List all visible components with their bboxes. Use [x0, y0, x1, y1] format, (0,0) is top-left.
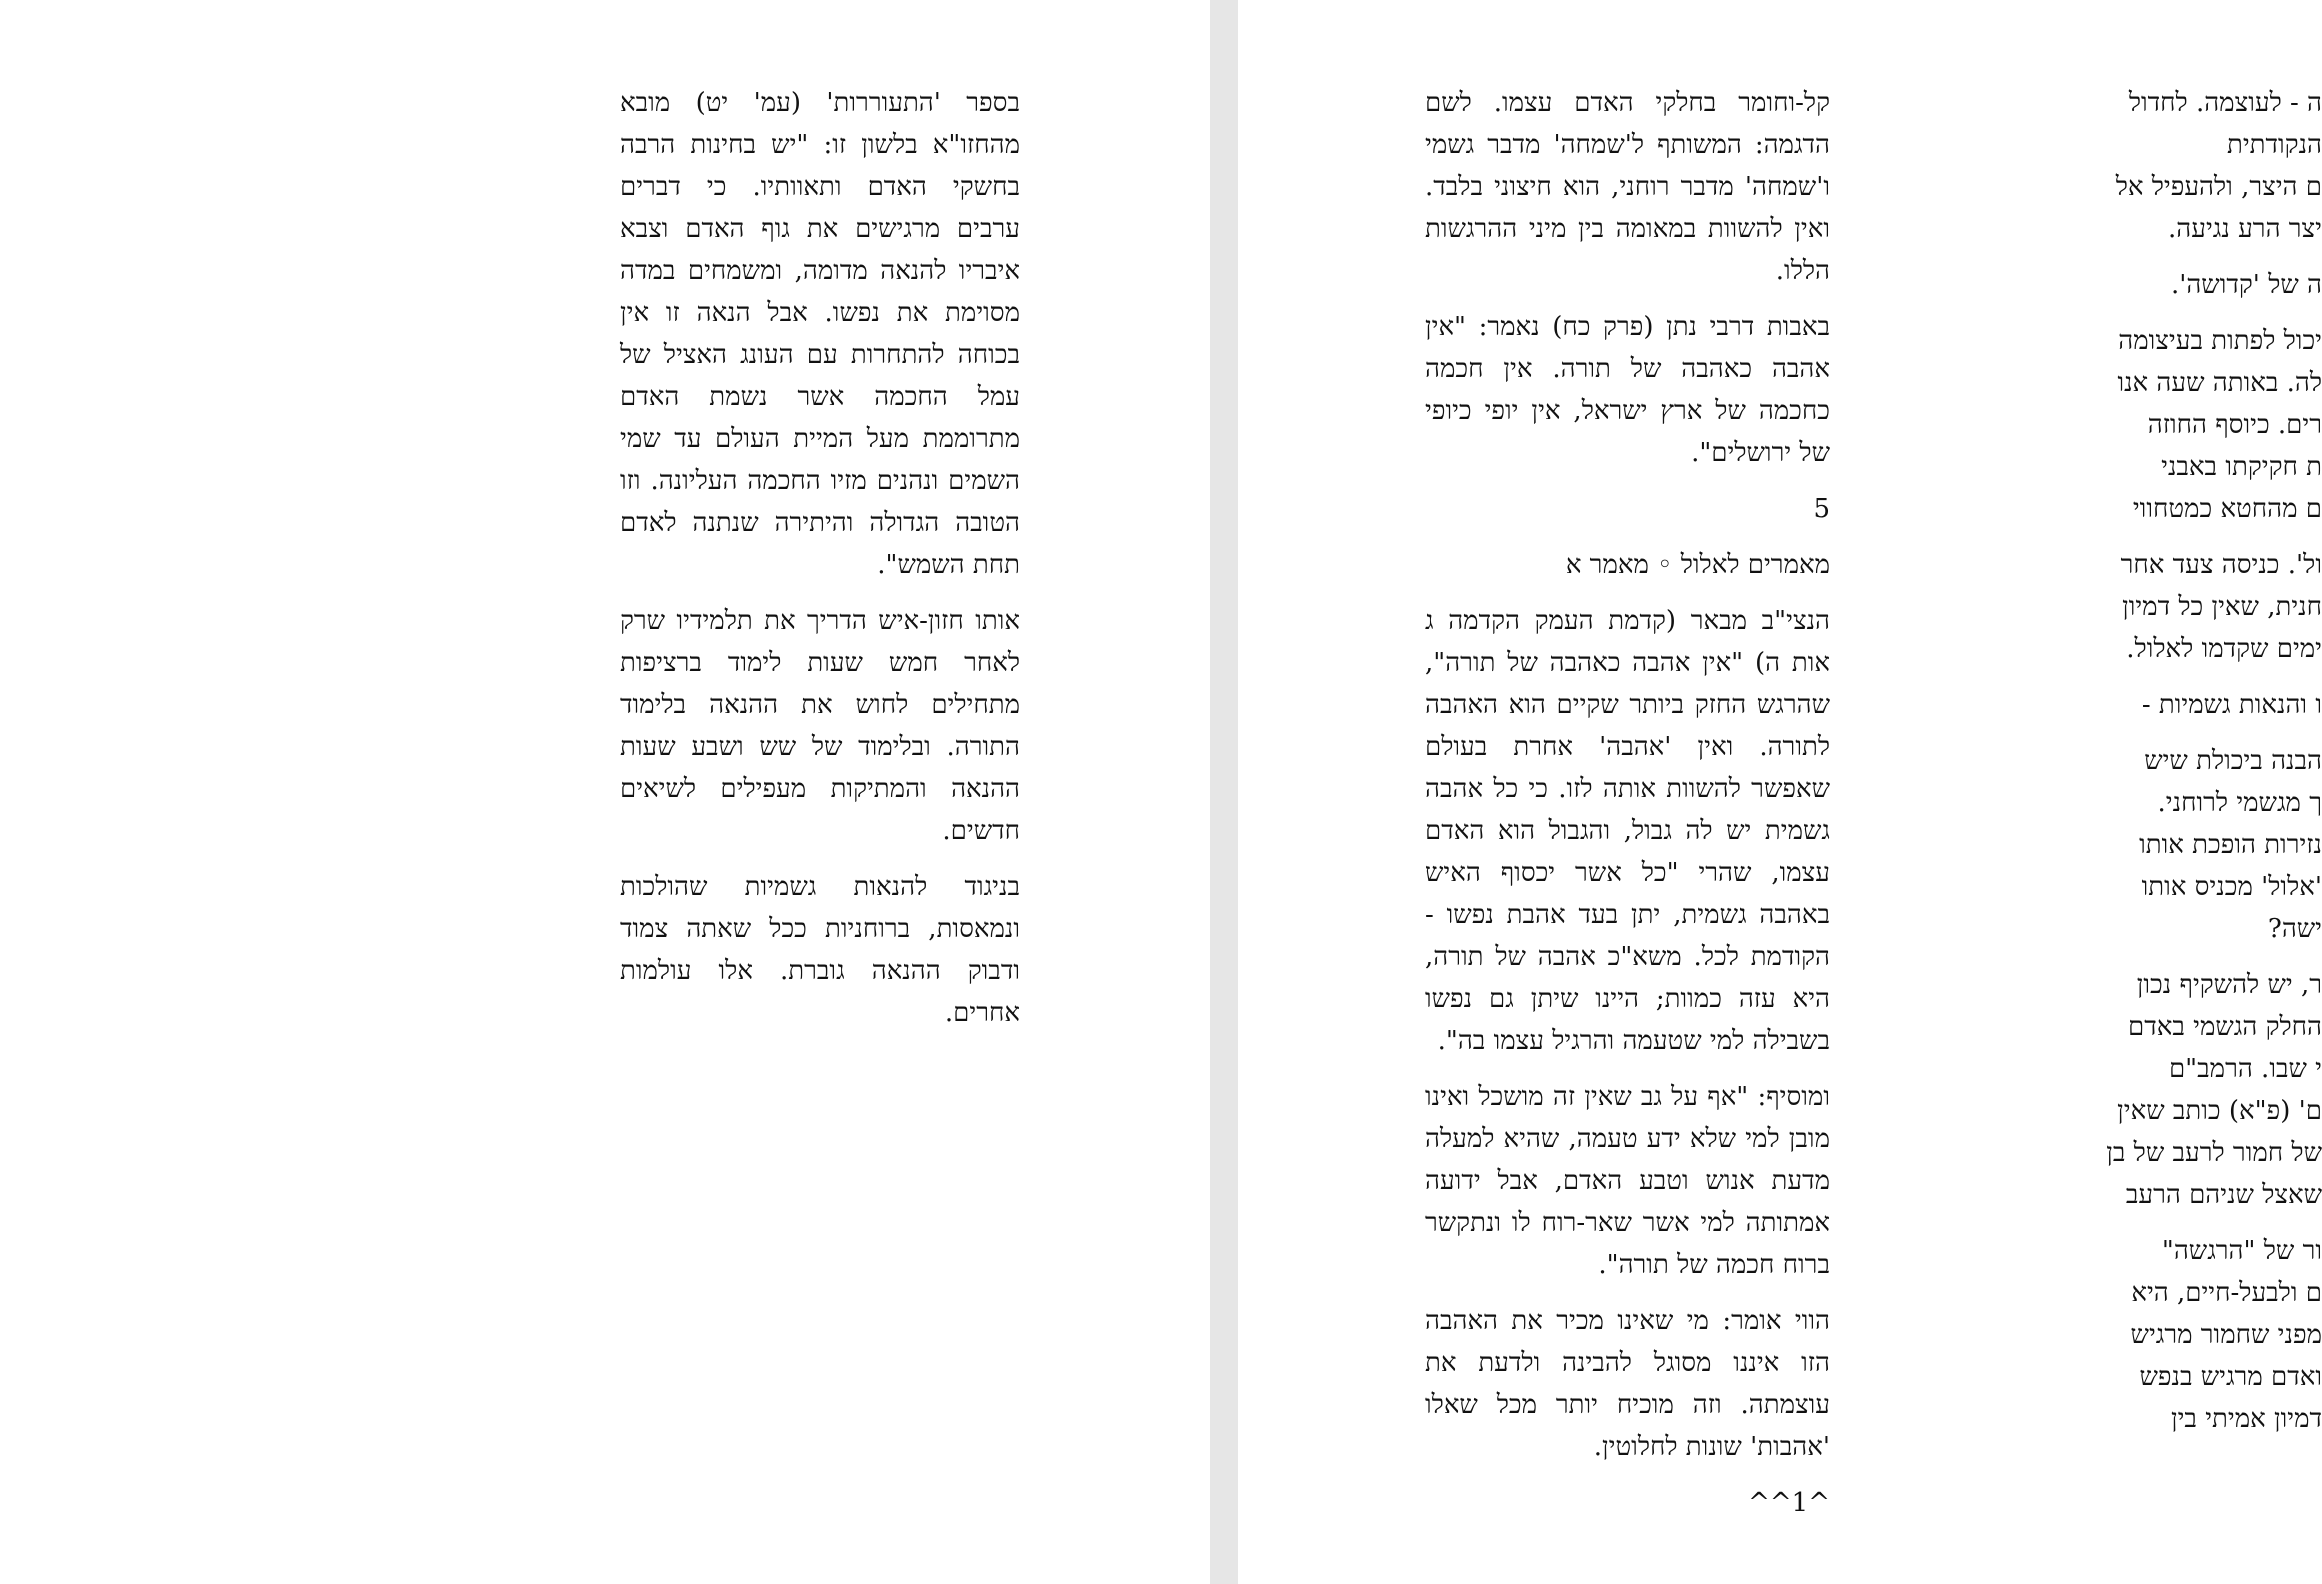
paragraph-fragment[interactable]: ה - לעוצמה. לחדול הנקודתית ם היצר, ולהעפיל אל יצר הרע נגיעה. — [2115, 88, 2322, 244]
paragraph[interactable]: ומוסיף: "אף על גב שאין זה מושכל ואינו מובן למי שלא ידע טעמה, שהיא למעלה מדעת אנוש וטבע האדם, אבל ידועה אמתותה למי אשר שאר-רוח לו ונתקשר ברוח חכמה של תורה". — [1425, 1082, 1830, 1280]
paragraph[interactable]: בניגוד להנאות גשמיות שהולכות ונמאסות, ברוחניות ככל שאתה צמוד ודבוק ההנאה גוברת. אלו עולמות אחרים. — [620, 872, 1020, 1028]
paragraph[interactable]: קל-וחומר בחלקי האדם עצמו. לשם הדגמה: המשותף ל'שמחה' מדבר גשמי ו'שמחה' מדבר רוחני, הוא חיצוני בלבד. ואין להשוות במאומה בין מיני ההרגשות הללו. — [1425, 88, 1830, 286]
paragraph[interactable]: בספר 'התעוררות' (עמ' יט) מובא מהחזו"א בלשון זו: "יש בחינות הרבה בחשקי האדם ותאוותיו. כי דברים ערבים מרגישים את גוף האדם וצבא איבריו להנאה מדומה, ומשמחים במדה מסוימת את נפשו. אבל הנאה זו אין בכוחה להתחרות עם העונג האציל של עמל החכמה אשר נשמת האדם מתרוממת מעל המיית העולם עד שמי השמים ונהנים מזיו החכמה העליונה. וזו הטובה הגדולה והיתירה שנתנה לאדם תחת השמש". — [620, 88, 1020, 580]
paragraph-fragment[interactable]: הבנה ביכולת שיש ך מגשמי לרוחני. נזירות הופכת אותו 'אלול' מכניס אותו ישה? — [2139, 746, 2322, 944]
paragraph-fragment[interactable]: ו והנאות גשמיות - — [2141, 690, 2322, 720]
paragraph-fragment[interactable]: ול'. כניסה צעד אחר חנית, שאין כל דמיון ימים שקדמו לאלול. — [2120, 550, 2322, 664]
page-gutter — [1210, 0, 1238, 1584]
paragraph[interactable]: הווי אומר: מי שאינו מכיר את האהבה הזו איננו מסוגל להבינה ולדעת את עוצמתה. וזה מוכיח יותר מכל שאלו 'אהבות' שונות לחלוטין. — [1425, 1306, 1830, 1462]
paragraph-fragment[interactable]: ור של "הרגשה" ם ולבעל-חיים, היא מפני שחמור מרגיש ואדם מרגיש בנפש דמיון אמיתי בין — [2130, 1236, 2322, 1434]
paragraph[interactable]: הנצי"ב מבאר (קדמת העמק הקדמה ג אות ה) "אין אהבה כאהבה של תורה", שהרגש החזק ביותר שקיים הוא האהבה לתורה. ואין 'אהבה' אחרת בעולם שאפשר להשוות אותה לזו. כי כל אהבה גשמית יש לה גבול, והגבול הוא האדם עצמו, שהרי "כל אשר יכסוף האיש באהבה גשמית, יתן בעד אהבת נפשו - הקודמת לכל. משא"כ אהבה של תורה, היא עזה כמוות; היינו שיתן גם נפשו בשבילה למי שטעמה והרגיל עצמו בה". — [1425, 606, 1830, 1056]
paragraph-fragment[interactable]: ה של 'קדושה'. — [2170, 270, 2322, 300]
page-number: 5 — [1813, 494, 1830, 524]
right-page-right-column[interactable] — [1902, 82, 2322, 1454]
left-page-text-column[interactable] — [620, 82, 1020, 1048]
paragraph[interactable]: באבות דרבי נתן (פרק כח) נאמר: "אין אהבה כאהבה של תורה. אין חכמה כחכמה של ארץ ישראל, אין יופי כיופי של ירושלים". — [1425, 312, 1830, 468]
paragraph-fragment[interactable]: יכול לפתות בעיצומה לה. באותה שעה אנו רים. כיוסף החוזה ת חקיקתו באבני ם מהחטא כמטחווי — [2117, 326, 2322, 524]
paragraph-fragment[interactable]: ר, יש להשקיף נכון החלק הגשמי באדם י שבו. הרמב"ם ם' (פ"א) כותב שאין של חמור לרעב של בן שאצל שניהם הרעב — [2106, 970, 2322, 1210]
footer-mark: ^1^^ — [1748, 1488, 1830, 1518]
paragraph[interactable]: אותו חזון-איש הדריך את תלמידיו שרק לאחר חמש שעות לימוד ברציפות מתחילים לחוש את ההנאה בלימוד התורה. ובלימוד של שש ושבע שעות ההנאה והמתיקות מעפילים לשיאים חדשים. — [620, 606, 1020, 846]
running-header: מאמרים לאלול ◦ מאמר א — [1565, 550, 1830, 580]
right-page-middle-column[interactable] — [1425, 82, 1830, 1538]
